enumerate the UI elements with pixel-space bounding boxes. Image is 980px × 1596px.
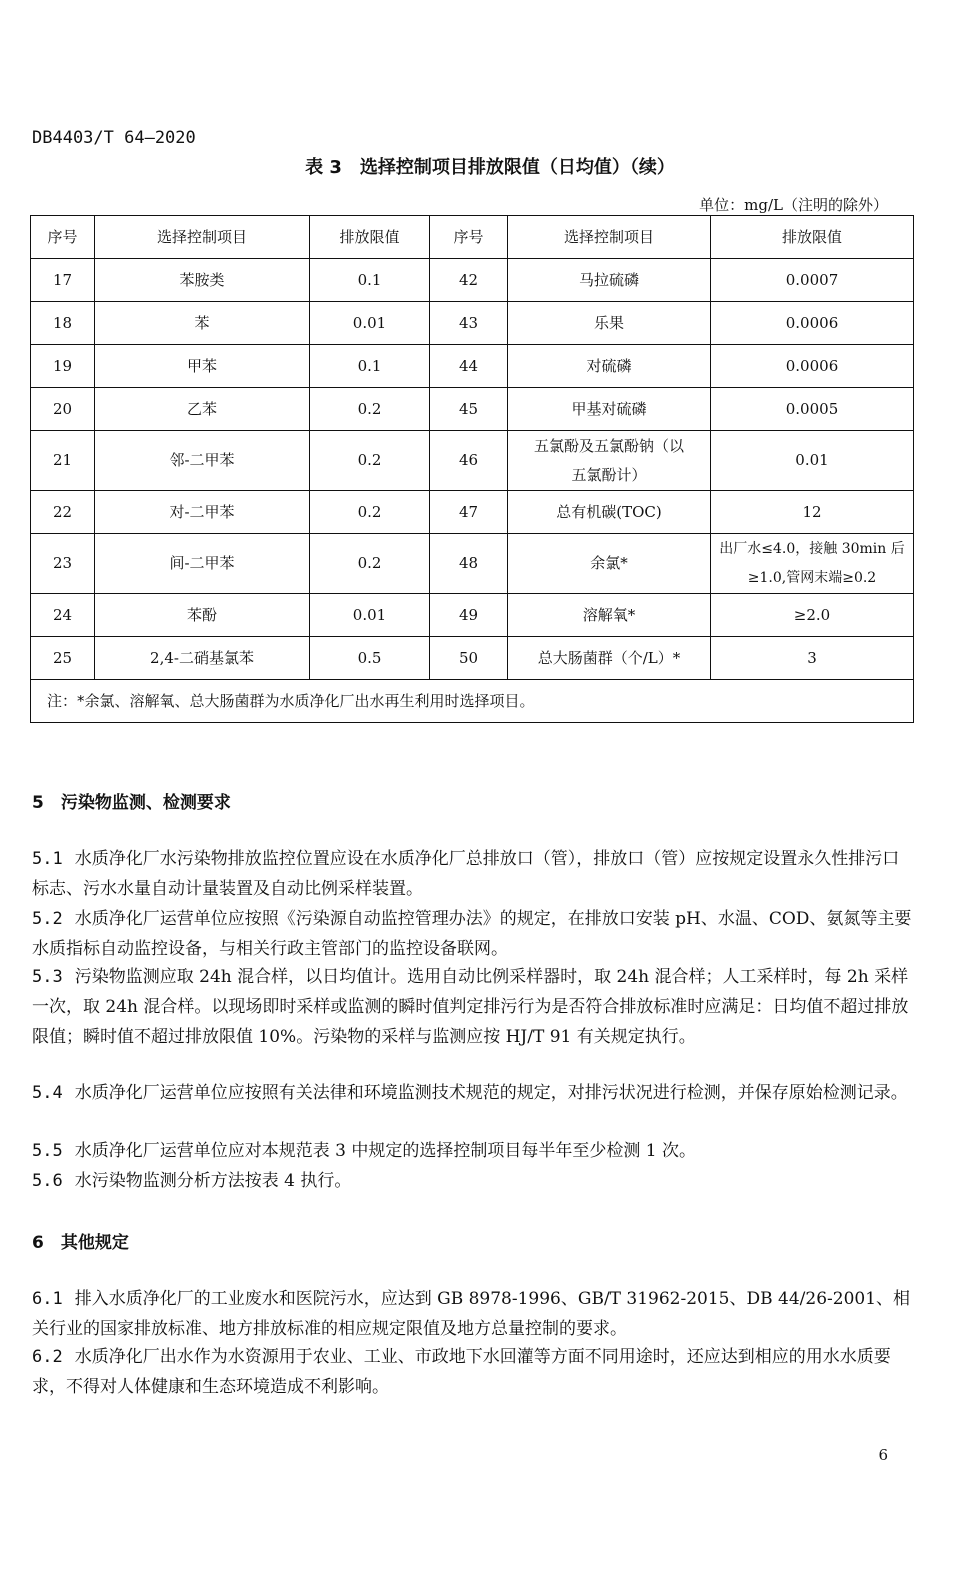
table-cell: 马拉硫磷: [508, 259, 711, 302]
table-cell: 22: [31, 491, 95, 534]
clause-number: 5.1: [32, 849, 63, 869]
table-row: [31, 345, 914, 388]
table-cell: 乙苯: [95, 388, 310, 431]
table-cell: 50: [430, 637, 508, 680]
clause-5-6: [32, 1166, 912, 1196]
table-cell: 3: [711, 637, 914, 680]
table-cell: 0.01: [310, 594, 430, 637]
table-cell: 48: [430, 534, 508, 594]
table-cell: 乐果: [508, 302, 711, 345]
clause-6-2: [32, 1342, 912, 1402]
table-row: [31, 431, 914, 491]
column-header: 排放限值: [310, 216, 430, 259]
table-unit: 单位：mg/L（注明的除外）: [699, 196, 888, 214]
table-cell: 2,4-二硝基氯苯: [95, 637, 310, 680]
clause-number: 5.3: [32, 967, 63, 987]
table-cell: 25: [31, 637, 95, 680]
page-number: 6: [878, 1446, 888, 1464]
table-cell: 47: [430, 491, 508, 534]
table-row: [31, 637, 914, 680]
clause-number: 5.5: [32, 1141, 63, 1161]
table-cell: 49: [430, 594, 508, 637]
clause-5-5: [32, 1136, 912, 1166]
clause-5-3: [32, 962, 912, 1052]
table-cell: 0.01: [711, 431, 914, 491]
clause-text: 水质净化厂运营单位应按照有关法律和环境监测技术规范的规定，对排污状况进行检测，并保存原始检测记录。: [74, 1083, 908, 1103]
table-cell: 甲基对硫磷: [508, 388, 711, 431]
table-cell: 五氯酚及五氯酚钠（以五氯酚计）: [508, 431, 711, 491]
table-cell: 苯: [95, 302, 310, 345]
table-cell: 间-二甲苯: [95, 534, 310, 594]
clause-text: 水质净化厂运营单位应按照《污染源自动监控管理办法》的规定，在排放口安装 pH、水温、COD、氨氮等主要水质指标自动监控设备，与相关行政主管部门的监控设备联网。: [32, 909, 912, 959]
table-cell: 18: [31, 302, 95, 345]
clause-number: 6.2: [32, 1347, 63, 1367]
table-row: [31, 491, 914, 534]
table-row: [31, 534, 914, 594]
table-cell: 0.0007: [711, 259, 914, 302]
table-cell: 对-二甲苯: [95, 491, 310, 534]
clause-text: 水质净化厂水污染物排放监控位置应设在水质净化厂总排放口（管），排放口（管）应按规定设置永久性排污口标志、污水水量自动计量装置及自动比例采样装置。: [32, 849, 900, 899]
section-6-heading: 6 其他规定: [32, 1233, 129, 1253]
table-note: 注：*余氯、溶解氧、总大肠菌群为水质净化厂出水再生利用时选择项目。: [31, 680, 914, 723]
clause-number: 6.1: [32, 1289, 63, 1309]
column-header: 序号: [430, 216, 508, 259]
clause-number: 5.6: [32, 1171, 63, 1191]
column-header: 选择控制项目: [95, 216, 310, 259]
clause-text: 水质净化厂出水作为水资源用于农业、工业、市政地下水回灌等方面不同用途时，还应达到相应的用水水质要求，不得对人体健康和生态环境造成不利影响。: [32, 1347, 891, 1397]
column-header: 序号: [31, 216, 95, 259]
table-cell: 23: [31, 534, 95, 594]
table-cell: 苯胺类: [95, 259, 310, 302]
column-header: 选择控制项目: [508, 216, 711, 259]
table-cell: 42: [430, 259, 508, 302]
table-cell: 溶解氧*: [508, 594, 711, 637]
table-cell: 19: [31, 345, 95, 388]
table-cell: 邻-二甲苯: [95, 431, 310, 491]
table-cell: 20: [31, 388, 95, 431]
table-cell: 余氯*: [508, 534, 711, 594]
table-cell: 0.1: [310, 259, 430, 302]
table-cell: 0.0006: [711, 302, 914, 345]
table-cell: 0.2: [310, 431, 430, 491]
table-cell: 12: [711, 491, 914, 534]
table-cell: 0.2: [310, 534, 430, 594]
table-row: [31, 302, 914, 345]
table-cell: 24: [31, 594, 95, 637]
table-cell: 44: [430, 345, 508, 388]
table-row: [31, 388, 914, 431]
clause-5-4: [32, 1078, 912, 1108]
column-header: 排放限值: [711, 216, 914, 259]
table-cell: 45: [430, 388, 508, 431]
table-cell: 43: [430, 302, 508, 345]
clause-text: 水污染物监测分析方法按表 4 执行。: [74, 1171, 352, 1191]
table-cell: 0.1: [310, 345, 430, 388]
table-cell: 21: [31, 431, 95, 491]
table-cell: 0.0005: [711, 388, 914, 431]
table-cell: 对硫磷: [508, 345, 711, 388]
table-cell: 0.2: [310, 491, 430, 534]
table-note-row: [31, 680, 914, 723]
table-header-row: [31, 216, 914, 259]
table-cell: 总大肠菌群（个/L）*: [508, 637, 711, 680]
table-row: [31, 259, 914, 302]
clause-text: 水质净化厂运营单位应对本规范表 3 中规定的选择控制项目每半年至少检测 1 次。: [74, 1141, 696, 1161]
section-5-heading: 5 污染物监测、检测要求: [32, 793, 231, 813]
emission-limits-table: [30, 215, 914, 723]
table-cell: 甲苯: [95, 345, 310, 388]
clause-text: 污染物监测应取 24h 混合样，以日均值计。选用自动比例采样器时，取 24h 混合样；人工采样时，每 2h 采样一次，取 24h 混合样。以现场即时采样或监测的瞬时值判定排污行为是否符合排放标准时应满足：日均值不超过排放限值；瞬时值不超过排放限值 10%。污染物的采样与监测应按 HJ/T 91 有关规定执行。: [32, 967, 909, 1047]
table-title: 表 3 选择控制项目排放限值（日均值）（续）: [305, 157, 675, 178]
table-row: [31, 594, 914, 637]
clause-5-2: [32, 904, 912, 964]
table-cell: 总有机碳(TOC): [508, 491, 711, 534]
document-id: DB4403/T 64—2020: [32, 128, 196, 148]
clause-number: 5.4: [32, 1083, 63, 1103]
clause-number: 5.2: [32, 909, 63, 929]
table-cell: 46: [430, 431, 508, 491]
table-cell: 0.01: [310, 302, 430, 345]
table-cell: 0.5: [310, 637, 430, 680]
clause-text: 排入水质净化厂的工业废水和医院污水，应达到 GB 8978-1996、GB/T 31962-2015、DB 44/26-2001、相关行业的国家排放标准、地方排放标准的相应规定限值及地方总量控制的要求。: [32, 1289, 911, 1339]
table-cell: 0.2: [310, 388, 430, 431]
table-cell: ≥2.0: [711, 594, 914, 637]
clause-6-1: [32, 1284, 912, 1344]
table-cell: 17: [31, 259, 95, 302]
clause-5-1: [32, 844, 912, 904]
table-cell: 苯酚: [95, 594, 310, 637]
table-cell: 0.0006: [711, 345, 914, 388]
table-cell: 出厂水≤4.0，接触 30min 后≥1.0,管网末端≥0.2: [711, 534, 914, 594]
